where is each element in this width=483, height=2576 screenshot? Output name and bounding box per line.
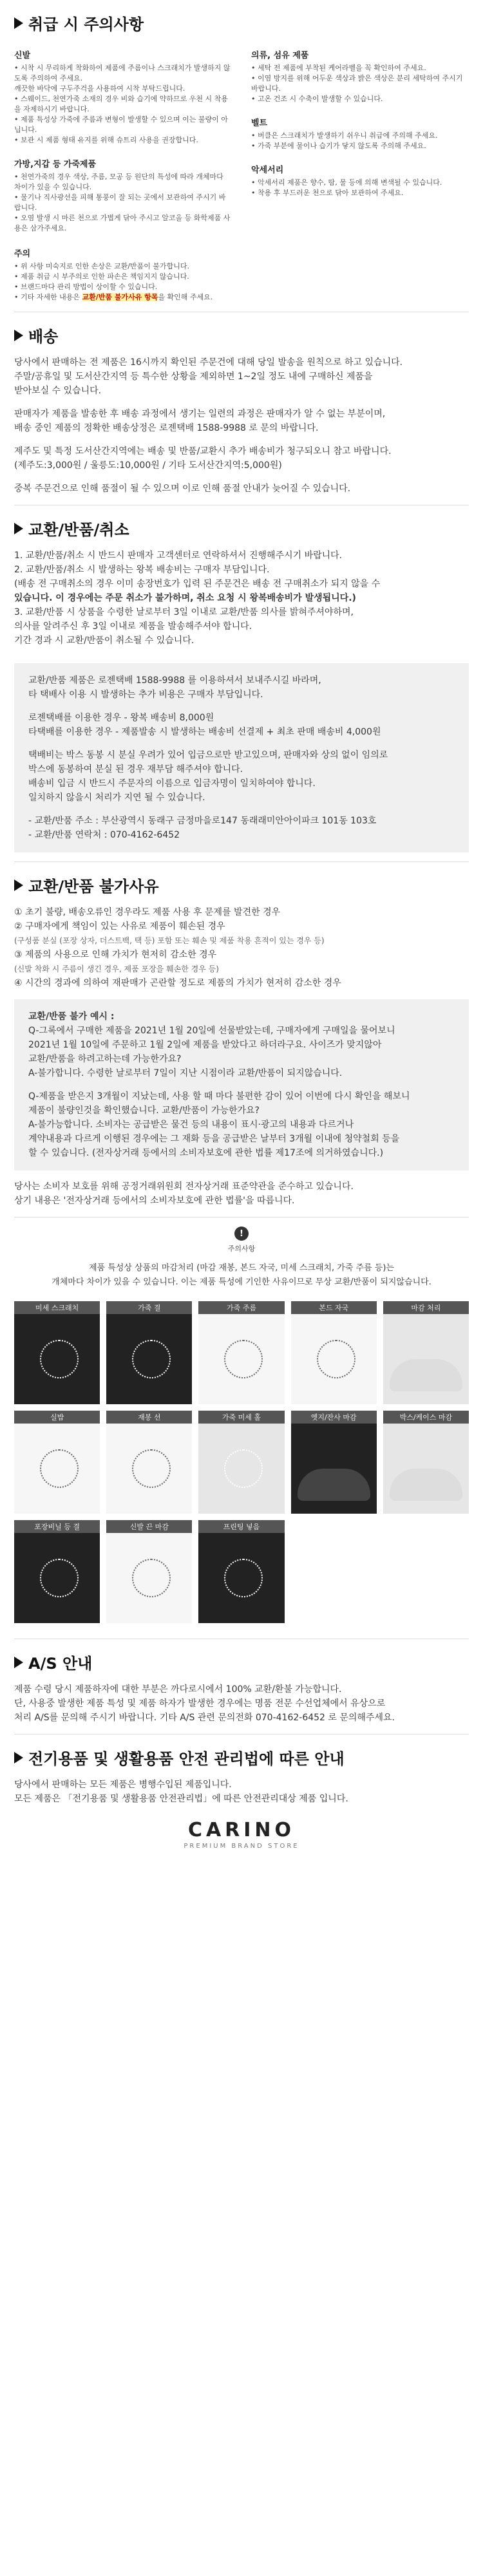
list-item: • 브랜드마다 관리 방법이 상이할 수 있습니다.: [14, 283, 158, 291]
leather-hole-photo: [198, 1424, 284, 1514]
exchange-section: [0, 517, 483, 648]
paragraph-line: 배송 중인 제품의 정확한 배송상정은 로젠택배 1588-9988 로 문의 바랍니다.: [14, 423, 319, 433]
highlight-circle: [40, 1449, 79, 1488]
defect-example: [106, 1520, 192, 1623]
photo-caption: 신발 끈 마감: [106, 1520, 192, 1533]
defect-example: [106, 1301, 192, 1404]
list-item: ① 초기 불량, 배송오류인 경우라도 제품 사용 후 문제를 발견한 경우: [14, 907, 281, 917]
list-item: • 제품 특성상 가죽에 주름과 변형이 발생할 수 있으며 이는 불량이 아닙니다.: [14, 115, 228, 134]
exchange-info-box: [14, 663, 469, 852]
photo-caption: 가죽 결: [106, 1301, 192, 1314]
paragraph-line: 박스에 동봉하여 분실 된 경우 재부담 해주셔야 합니다.: [28, 764, 243, 775]
brand-logo: [0, 1819, 483, 1850]
logo-wordmark: CARINO: [187, 1819, 296, 1841]
photo-caption: 엣지/잔사 마감: [291, 1411, 377, 1424]
highlight-circle: [317, 1340, 355, 1378]
belt-list: [251, 131, 469, 151]
paragraph-line: 개체마다 차이가 있을 수 있습니다. 이는 제품 특성에 기인한 사유이므로 무상 교환/반품이 되지않습니다.: [52, 1277, 431, 1287]
exchange-heading: [14, 517, 469, 540]
list-item: • 천연가죽의 경우 색상, 주름, 모공 등 원단의 특성에 따라 개체마다 차이가 있을 수 있습니다.: [14, 173, 223, 191]
shoelace-photo: [106, 1533, 192, 1623]
defect-example: [14, 1301, 100, 1404]
triangle-bullet-icon: [14, 1752, 23, 1763]
defect-example: [198, 1411, 284, 1514]
note-subtitle: 주의: [14, 249, 31, 259]
nonreturn-title: 교환/반품 불가사유: [28, 878, 159, 896]
bag-list: [14, 172, 232, 234]
list-item: ③ 제품의 사용으로 인해 가치가 현저히 감소한 경우: [14, 950, 217, 960]
paragraph-line: 택배비는 박스 동봉 시 분실 우려가 있어 입금으로만 받고있으며, 판매자와 상의 없이 임의로: [28, 750, 388, 760]
clothes-subtitle: 의류, 섬유 제품: [251, 51, 309, 61]
return-address: - 교환/반품 주소 : 부산광역시 동래구 금정마을로147 동래래미안아이파크 101동 103호: [28, 816, 377, 826]
defect-example: [106, 1411, 192, 1514]
nonreturn-heading: [14, 874, 469, 896]
note-tail: 을 확인해 주세요.: [158, 293, 213, 301]
list-item: (신발 착화 시 주름이 생긴 경우, 제품 포장을 훼손한 경우 등): [14, 964, 219, 973]
list-item: (구성품 분실 (포장 상자, 더스트백, 택 등) 포함 또는 훼손 및 제품 착용 흔적이 있는 경우 등): [14, 936, 325, 945]
highlight-circle: [132, 1340, 171, 1378]
shoes-list: [14, 63, 232, 146]
caution-block: [0, 1227, 483, 1290]
divider: [14, 861, 469, 862]
paragraph-line: 제주도 및 특정 도서산간지역에는 배송 및 반품/교환시 추가 배송비가 청구되오니 참고 바랍니다.: [14, 446, 392, 456]
shoe-shape: [390, 1359, 462, 1391]
paragraph-line: 타택배를 이용한 경우 - 제품발송 시 발생하는 배송비 선결제 + 최초 판매 배송비 4,000원: [28, 727, 381, 737]
triangle-bullet-icon: [14, 879, 23, 891]
note-text: • 기타 자세한 내용은: [14, 293, 80, 301]
leather-grain-photo: [106, 1314, 192, 1404]
as-title: A/S 안내: [28, 1655, 93, 1673]
highlight-circle: [224, 1340, 263, 1378]
nonreturn-section: [0, 874, 483, 990]
paragraph-line: 교환/반품 제품은 로젠택배 1588-9988 를 이용하셔서 보내주시길 바라며,: [28, 675, 321, 686]
note-highlight: 교환/반품 불가사유 항목: [82, 293, 158, 301]
kc-section: [0, 1746, 483, 1806]
list-item: [14, 292, 469, 303]
faq-line: 제품이 불량인것을 확인했습니다. 교환/반품이 가능한가요?: [28, 1105, 260, 1116]
precautions-section: [0, 12, 483, 303]
list-item: • 고온 건조 시 수축이 발생할 수 있습니다.: [251, 95, 383, 103]
paragraph-line: 단, 사용중 발생한 제품 특성 및 제품 하자가 발생한 경우에는 명품 전문 수선업체에서 유상으로: [14, 1698, 386, 1709]
paragraph-line: 제품 수령 당시 제품하자에 대한 부분은 까다로시에서 100% 교환/환불 가능합니다.: [14, 1684, 342, 1695]
faq-box: [14, 999, 469, 1170]
box-case-photo: [383, 1424, 469, 1514]
shipping-title: 배송: [28, 328, 59, 346]
paragraph-line: 당사는 소비자 보호를 위해 공정거래위원회 전자상거래 표준약관을 준수하고 있습니다.: [14, 1181, 354, 1192]
faq-line: A-불가합니다. 수령한 날로부터 7일이 지난 시점이라 교환/반품이 되지않습니다.: [28, 1068, 343, 1078]
precautions-columns: [14, 43, 469, 234]
defect-example-grid: [0, 1301, 483, 1623]
paragraph-line: 당사에서 판매하는 모든 제품은 병행수입된 제품입니다.: [14, 1780, 232, 1790]
paragraph-line: (제주도:3,000원 / 울릉도:10,000원 / 기타 도서산간지역:5,000원): [14, 460, 282, 471]
shoes-subtitle: 신발: [14, 51, 31, 61]
list-item: • 악세서리 제품은 향수, 땀, 물 등에 의해 변색될 수 있습니다.: [251, 178, 442, 187]
highlight-circle: [132, 1449, 171, 1488]
accessory-list: [251, 178, 469, 198]
photo-caption: 가죽 미세 홀: [198, 1411, 284, 1424]
precautions-right-column: [251, 43, 469, 234]
shoe-shape: [390, 1469, 462, 1501]
paragraph-line: 주말/공휴일 및 도서산간지역 등 특수한 상황을 제외하면 1~2일 정도 내에 구매하신 제품을: [14, 371, 373, 382]
list-item: • 가죽 부분에 물이나 습기가 닿지 않도록 주의해 주세요.: [251, 142, 426, 150]
precautions-heading: [14, 12, 469, 34]
list-item: • 물기나 직사광선을 피해 통풍이 잘 되는 곳에서 보관하여 주시기 바랍니다.: [14, 193, 226, 212]
list-item: • 위 사항 미숙지로 인한 손상은 교환/반품이 불가합니다.: [14, 262, 189, 270]
photo-caption: 미세 스크래치: [14, 1301, 100, 1314]
defect-example: [198, 1301, 284, 1404]
paragraph-line: 상기 내용은 '전자상거래 등에서의 소비자보호에 관한 법률'을 따릅니다.: [14, 1196, 295, 1206]
finishing-photo: [383, 1314, 469, 1404]
faq-line: 계약내용과 다르게 이행된 경우에는 그 재화 등을 공급받은 날부터 3개월 이내에 청약철회 등을: [28, 1134, 400, 1144]
paragraph-line: 중복 주문건으로 인해 품절이 될 수 있으며 이로 인해 품절 안내가 늦어질 수 있습니다.: [14, 484, 351, 494]
defect-example: [291, 1301, 377, 1404]
defect-example: [14, 1520, 100, 1623]
paragraph-line: 받아보실 수 있습니다.: [14, 386, 102, 396]
law-notice: [0, 1180, 483, 1208]
photo-caption: 실밥: [14, 1411, 100, 1424]
caution-label: 주의사항: [227, 1245, 256, 1253]
as-section: [0, 1651, 483, 1725]
logo-tagline: PREMIUM BRAND STORE: [184, 1843, 299, 1850]
paragraph-line: 로젠택배를 이용한 경우 - 왕복 배송비 8,000원: [28, 713, 214, 723]
list-item: • 스웨이드, 천연가죽 소재의 경우 비와 습기에 약하므로 우천 시 착용을 자제하시기 바랍니다.: [14, 95, 228, 113]
paragraph-line: 모든 제품은 「전기용품 및 생활용품 안전관리법」에 따른 안전관리대상 제품 입니다.: [14, 1794, 348, 1804]
paragraph-line: 제품 특성상 상품의 마감처리 (마감 재봉, 본드 자국, 미세 스크래치, 가죽 주름 등)는: [89, 1263, 394, 1273]
faq-title: 교환/반품 불가 예시 :: [28, 1011, 115, 1022]
list-item: • 제품 취급 시 부주의로 인한 파손은 책임지지 않습니다.: [14, 272, 189, 281]
packaging-photo: [14, 1533, 100, 1623]
paragraph-line: 판매자가 제품을 발송한 후 배송 과정에서 생기는 일련의 과정은 판매자가 알 수 없는 부분이며,: [14, 409, 386, 419]
clothes-list: [251, 63, 469, 104]
list-item: ② 구매자에게 책임이 있는 사유로 제품이 훼손된 경우: [14, 921, 225, 932]
triangle-bullet-icon: [14, 523, 23, 534]
precautions-left-column: [14, 43, 232, 234]
list-item: • 이염 방지를 위해 어두운 색상과 밝은 색상은 분리 세탁하여 주시기 바랍니다.: [251, 74, 463, 93]
defect-example: [383, 1411, 469, 1514]
photo-caption: 박스/케이스 마감: [383, 1411, 469, 1424]
paragraph-line: 당사에서 판매하는 전 제품은 16시까지 확인된 주문건에 대해 당일 발송을 원칙으로 하고 있습니다.: [14, 357, 403, 368]
highlight-circle: [224, 1559, 263, 1597]
list-item: 1. 교환/반품/취소 시 반드시 판매자 고객센터로 연락하셔서 진행해주시기 바랍니다.: [14, 550, 343, 561]
thread-photo: [14, 1424, 100, 1514]
list-item-warning: 있습니다. 이 경우에는 주문 취소가 불가하며, 취소 요청 시 왕복배송비가 발생됩니다.): [14, 593, 356, 603]
highlight-circle: [224, 1449, 263, 1488]
faq-line: 2021년 1월 10일에 주문하고 1월 2일에 제품을 받았다고 하더라구요. 사이즈가 맞지않아: [28, 1040, 382, 1050]
faq-line: Q-제품을 받은지 3개월이 지났는데, 사용 할 때 마다 불편한 감이 있어 이번에 다시 확인을 해보니: [28, 1091, 410, 1102]
faq-line: A-불가능합니다. 소비자는 공급받은 물건 등의 내용이 표시·광고의 내용과 다르거나: [28, 1120, 354, 1130]
paragraph-line: 처리 A/S를 문의해 주시기 바랍니다. 기타 A/S 관련 문의전화 070-4162-6452 로 문의해주세요.: [14, 1713, 395, 1723]
list-item: • 착용 후 부드러운 천으로 닦아 보관하여 주세요.: [251, 189, 404, 197]
list-item: 기간 경과 시 교환/반품이 취소될 수 있습니다.: [14, 635, 194, 646]
highlight-circle: [40, 1559, 79, 1597]
list-item: 깨끗한 바닥에 구두주걱을 사용하여 시착 부탁드립니다.: [14, 84, 185, 93]
photo-caption: 가죽 주름: [198, 1301, 284, 1314]
accessory-subtitle: 악세서리: [251, 165, 284, 175]
faq-line: 교환/반품을 하려고하는데 가능한가요?: [28, 1054, 182, 1064]
precautions-title: 취급 시 주의사항: [28, 15, 144, 33]
defect-example: [198, 1520, 284, 1623]
kc-heading: [14, 1746, 469, 1769]
exclamation-icon: !: [234, 1227, 249, 1241]
photo-caption: 포장비닐 등 결: [14, 1520, 100, 1533]
triangle-bullet-icon: [14, 330, 23, 341]
shoe-shape: [298, 1469, 370, 1501]
triangle-bullet-icon: [14, 1657, 23, 1668]
belt-subtitle: 벨트: [251, 118, 268, 128]
exchange-title: 교환/반품/취소: [28, 521, 129, 539]
defect-example: [383, 1301, 469, 1404]
caution-text: [0, 1261, 483, 1290]
defect-example: [291, 1411, 377, 1514]
printing-photo: [198, 1533, 284, 1623]
as-heading: [14, 1651, 469, 1673]
highlight-circle: [132, 1559, 171, 1597]
scratch-photo: [14, 1314, 100, 1404]
paragraph-line: 배송비 입금 시 반드시 주문자의 이름으로 입금자명이 일치하여야 합니다.: [28, 778, 316, 789]
note-list: [14, 261, 469, 303]
return-phone: - 교환/반품 연락처 : 070-4162-6452: [28, 830, 180, 840]
list-item: 2. 교환/반품/취소 시 발생하는 왕복 배송비는 구매자 부담입니다.: [14, 565, 270, 575]
kc-title: 전기용품 및 생활용품 안전 관리법에 따른 안내: [28, 1750, 345, 1768]
list-item: • 세탁 전 제품에 부착된 케어라벨을 꼭 확인하여 주세요.: [251, 64, 426, 72]
glue-mark-photo: [291, 1314, 377, 1404]
list-item: (배송 전 구매취소의 경우 이미 송장번호가 입력 된 주문건은 배송 전 구매취소가 되지 않을 수: [14, 579, 381, 589]
photo-caption: 마감 처리: [383, 1301, 469, 1314]
bag-subtitle: 가방,지갑 등 가죽제품: [14, 160, 97, 169]
shipping-section: [0, 324, 483, 496]
list-item: ④ 시간의 경과에 의하여 재판매가 곤란할 정도로 제품의 가치가 현저히 감소한 경우: [14, 978, 341, 988]
list-item: 의사를 알려주신 후 3일 이내로 제품을 발송해주셔야 합니다.: [14, 621, 252, 632]
list-item: • 버클은 스크래치가 발생하기 쉬우니 취급에 주의해 주세요.: [251, 131, 438, 140]
list-item: • 오염 발생 시 마른 천으로 가볍게 닦아 주시고 알코올 등 화학제품 사용은 삼가주세요.: [14, 214, 231, 232]
paragraph-line: 일치하지 않을시 처리가 지연 될 수 있습니다.: [28, 793, 205, 803]
seam-photo: [106, 1424, 192, 1514]
shipping-heading: [14, 324, 469, 346]
photo-caption: 프린팅 넣음: [198, 1520, 284, 1533]
paragraph-line: 타 택배사 이용 시 발생하는 추가 비용은 구매자 부담입니다.: [28, 690, 263, 700]
photo-caption: 재봉 선: [106, 1411, 192, 1424]
leather-wrinkle-photo: [198, 1314, 284, 1404]
divider: [14, 1734, 469, 1735]
list-item: 3. 교환/반품 시 상품을 수령한 날로부터 3일 이내로 교환/반품 의사를 밝혀주셔야하며,: [14, 607, 354, 617]
list-item: • 시착 시 무리하게 착화하여 제품에 주름이나 스크래치가 발생하지 않도록 주의하여 주세요.: [14, 64, 231, 82]
triangle-bullet-icon: [14, 17, 23, 29]
defect-example: [14, 1411, 100, 1514]
highlight-circle: [40, 1340, 79, 1378]
list-item: • 보관 시 제품 형태 유지를 위해 슈트리 사용을 권장합니다.: [14, 136, 198, 144]
photo-caption: 본드 자국: [291, 1301, 377, 1314]
faq-line: Q-그록에서 구매한 제품을 2021년 1월 20일에 선물받았는데, 구매자에게 구매일을 물어보니: [28, 1026, 395, 1036]
faq-line: 할 수 있습니다. (전자상거래 등에서의 소비자보호에 관한 법률 제17조에 의거하였습니다.): [28, 1148, 384, 1158]
edge-photo: [291, 1424, 377, 1514]
